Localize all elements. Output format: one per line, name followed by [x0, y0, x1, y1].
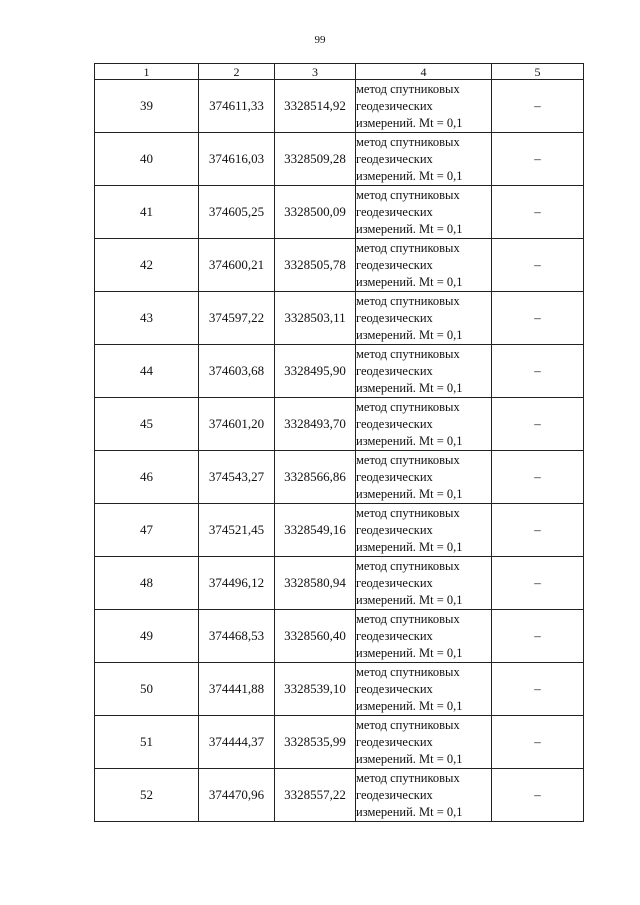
- y-coordinate-cell: 3328539,10: [275, 663, 356, 716]
- header-col-2: 2: [199, 64, 275, 80]
- header-col-5: 5: [492, 64, 584, 80]
- y-coordinate-cell: 3328580,94: [275, 557, 356, 610]
- point-number-cell: 47: [95, 504, 199, 557]
- point-number-cell: 41: [95, 186, 199, 239]
- x-coordinate-cell: 374521,45: [199, 504, 275, 557]
- y-coordinate-cell: 3328505,78: [275, 239, 356, 292]
- method-cell: метод спутниковых геодезических измерений. Mt = 0,1: [356, 186, 492, 239]
- x-coordinate-cell: 374468,53: [199, 610, 275, 663]
- method-cell: метод спутниковых геодезических измерений. Mt = 0,1: [356, 398, 492, 451]
- table-row: [95, 557, 584, 610]
- method-cell: метод спутниковых геодезических измерений. Mt = 0,1: [356, 716, 492, 769]
- x-coordinate-cell: 374611,33: [199, 80, 275, 133]
- note-cell: –: [492, 663, 584, 716]
- method-cell: метод спутниковых геодезических измерений. Mt = 0,1: [356, 80, 492, 133]
- y-coordinate-cell: 3328549,16: [275, 504, 356, 557]
- y-coordinate-cell: 3328514,92: [275, 80, 356, 133]
- method-cell: метод спутниковых геодезических измерений. Mt = 0,1: [356, 504, 492, 557]
- point-number-cell: 49: [95, 610, 199, 663]
- note-cell: –: [492, 716, 584, 769]
- note-cell: –: [492, 239, 584, 292]
- table-row: [95, 451, 584, 504]
- note-cell: –: [492, 451, 584, 504]
- table-row: [95, 716, 584, 769]
- method-cell: метод спутниковых геодезических измерений. Mt = 0,1: [356, 345, 492, 398]
- table-row: [95, 186, 584, 239]
- point-number-cell: 42: [95, 239, 199, 292]
- method-cell: метод спутниковых геодезических измерений. Mt = 0,1: [356, 610, 492, 663]
- header-col-4: 4: [356, 64, 492, 80]
- page-number: 99: [314, 34, 326, 46]
- x-coordinate-cell: 374441,88: [199, 663, 275, 716]
- header-col-3: 3: [275, 64, 356, 80]
- note-cell: –: [492, 292, 584, 345]
- point-number-cell: 48: [95, 557, 199, 610]
- y-coordinate-cell: 3328566,86: [275, 451, 356, 504]
- point-number-cell: 45: [95, 398, 199, 451]
- table-row: [95, 292, 584, 345]
- note-cell: –: [492, 769, 584, 822]
- x-coordinate-cell: 374444,37: [199, 716, 275, 769]
- x-coordinate-cell: 374600,21: [199, 239, 275, 292]
- x-coordinate-cell: 374597,22: [199, 292, 275, 345]
- point-number-cell: 51: [95, 716, 199, 769]
- method-cell: метод спутниковых геодезических измерений. Mt = 0,1: [356, 663, 492, 716]
- y-coordinate-cell: 3328560,40: [275, 610, 356, 663]
- note-cell: –: [492, 133, 584, 186]
- table-row: [95, 663, 584, 716]
- table-row: [95, 504, 584, 557]
- table-row: [95, 610, 584, 663]
- y-coordinate-cell: 3328495,90: [275, 345, 356, 398]
- method-cell: метод спутниковых геодезических измерений. Mt = 0,1: [356, 133, 492, 186]
- table-row: [95, 239, 584, 292]
- x-coordinate-cell: 374601,20: [199, 398, 275, 451]
- point-number-cell: 39: [95, 80, 199, 133]
- y-coordinate-cell: 3328535,99: [275, 716, 356, 769]
- x-coordinate-cell: 374496,12: [199, 557, 275, 610]
- point-number-cell: 46: [95, 451, 199, 504]
- note-cell: –: [492, 504, 584, 557]
- method-cell: метод спутниковых геодезических измерений. Mt = 0,1: [356, 239, 492, 292]
- note-cell: –: [492, 398, 584, 451]
- table-body: [95, 80, 584, 822]
- y-coordinate-cell: 3328509,28: [275, 133, 356, 186]
- table-header-row: [95, 64, 584, 80]
- method-cell: метод спутниковых геодезических измерений. Mt = 0,1: [356, 292, 492, 345]
- y-coordinate-cell: 3328503,11: [275, 292, 356, 345]
- y-coordinate-cell: 3328557,22: [275, 769, 356, 822]
- note-cell: –: [492, 610, 584, 663]
- point-number-cell: 52: [95, 769, 199, 822]
- x-coordinate-cell: 374605,25: [199, 186, 275, 239]
- table-row: [95, 345, 584, 398]
- note-cell: –: [492, 80, 584, 133]
- table-row: [95, 398, 584, 451]
- x-coordinate-cell: 374543,27: [199, 451, 275, 504]
- note-cell: –: [492, 345, 584, 398]
- x-coordinate-cell: 374603,68: [199, 345, 275, 398]
- y-coordinate-cell: 3328493,70: [275, 398, 356, 451]
- method-cell: метод спутниковых геодезических измерений. Mt = 0,1: [356, 769, 492, 822]
- table-row: [95, 769, 584, 822]
- note-cell: –: [492, 557, 584, 610]
- method-cell: метод спутниковых геодезических измерений. Mt = 0,1: [356, 557, 492, 610]
- table-row: [95, 80, 584, 133]
- method-cell: метод спутниковых геодезических измерений. Mt = 0,1: [356, 451, 492, 504]
- note-cell: –: [492, 186, 584, 239]
- point-number-cell: 44: [95, 345, 199, 398]
- point-number-cell: 43: [95, 292, 199, 345]
- point-number-cell: 40: [95, 133, 199, 186]
- y-coordinate-cell: 3328500,09: [275, 186, 356, 239]
- x-coordinate-cell: 374616,03: [199, 133, 275, 186]
- point-number-cell: 50: [95, 663, 199, 716]
- x-coordinate-cell: 374470,96: [199, 769, 275, 822]
- table-row: [95, 133, 584, 186]
- coordinates-table: [94, 63, 584, 822]
- header-col-1: 1: [95, 64, 199, 80]
